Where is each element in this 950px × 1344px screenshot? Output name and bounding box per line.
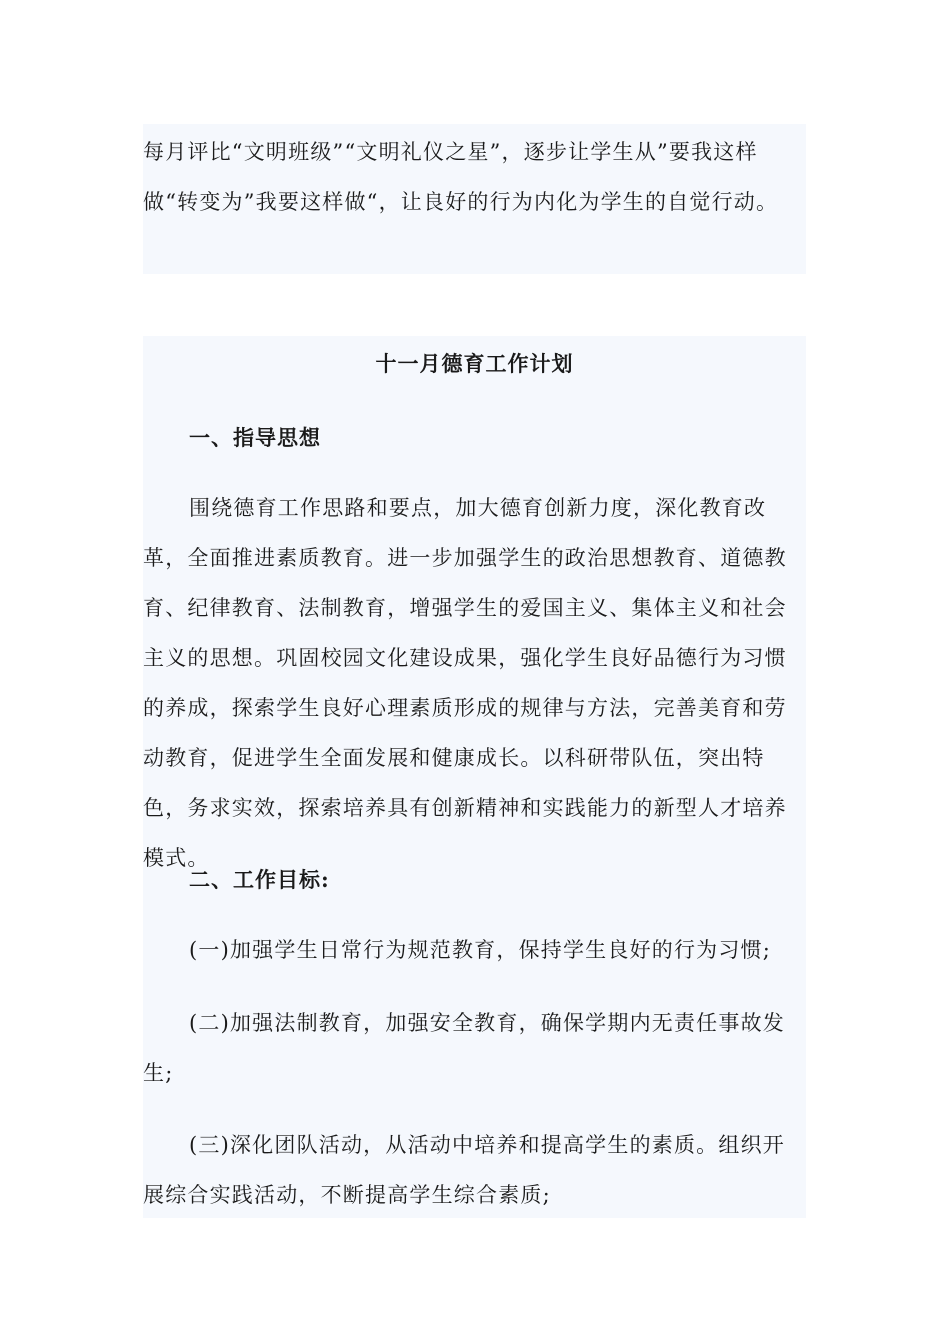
section-body-guiding-thought: 围绕德育工作思路和要点，加大德育创新力度，深化教育改革，全面推进素质教育。进一步加强学生的政治思想教育、道德教育、纪律教育、法制教育，增强学生的爱国主义、集体主义和社会主义的思想。巩固校园文化建设成果，强化学生良好品德行为习惯的养成，探索学生良好心理素质形成的规律与方法，完善美育和劳动教育，促进学生全面发展和健康成长。以科研带队伍，突出特色，务求实效，探索培养具有创新精神和实践能力的新型人才培养模式。 — [143, 496, 787, 870]
text-block-top — [143, 124, 806, 274]
text-block-main — [143, 336, 806, 1218]
goal-item: (三)深化团队活动，从活动中培养和提高学生的素质。组织开展综合实践活动，不断提高学生综合素质; — [143, 1133, 785, 1207]
section-heading-work-goals: 二、工作目标: — [189, 867, 330, 892]
section-heading-guiding-thought: 一、指导思想 — [189, 425, 321, 450]
top-paragraph: 每月评比“文明班级”“文明礼仪之星”，逐步让学生从”要我这样做“转变为”我要这样做“，让良好的行为内化为学生的自觉行动。 — [143, 140, 779, 214]
goal-item: (二)加强法制教育，加强安全教育，确保学期内无责任事故发生; — [143, 1011, 785, 1085]
document-title: 十一月德育工作计划 — [375, 351, 574, 376]
goal-item: (一)加强学生日常行为规范教育，保持学生良好的行为习惯; — [189, 938, 772, 962]
